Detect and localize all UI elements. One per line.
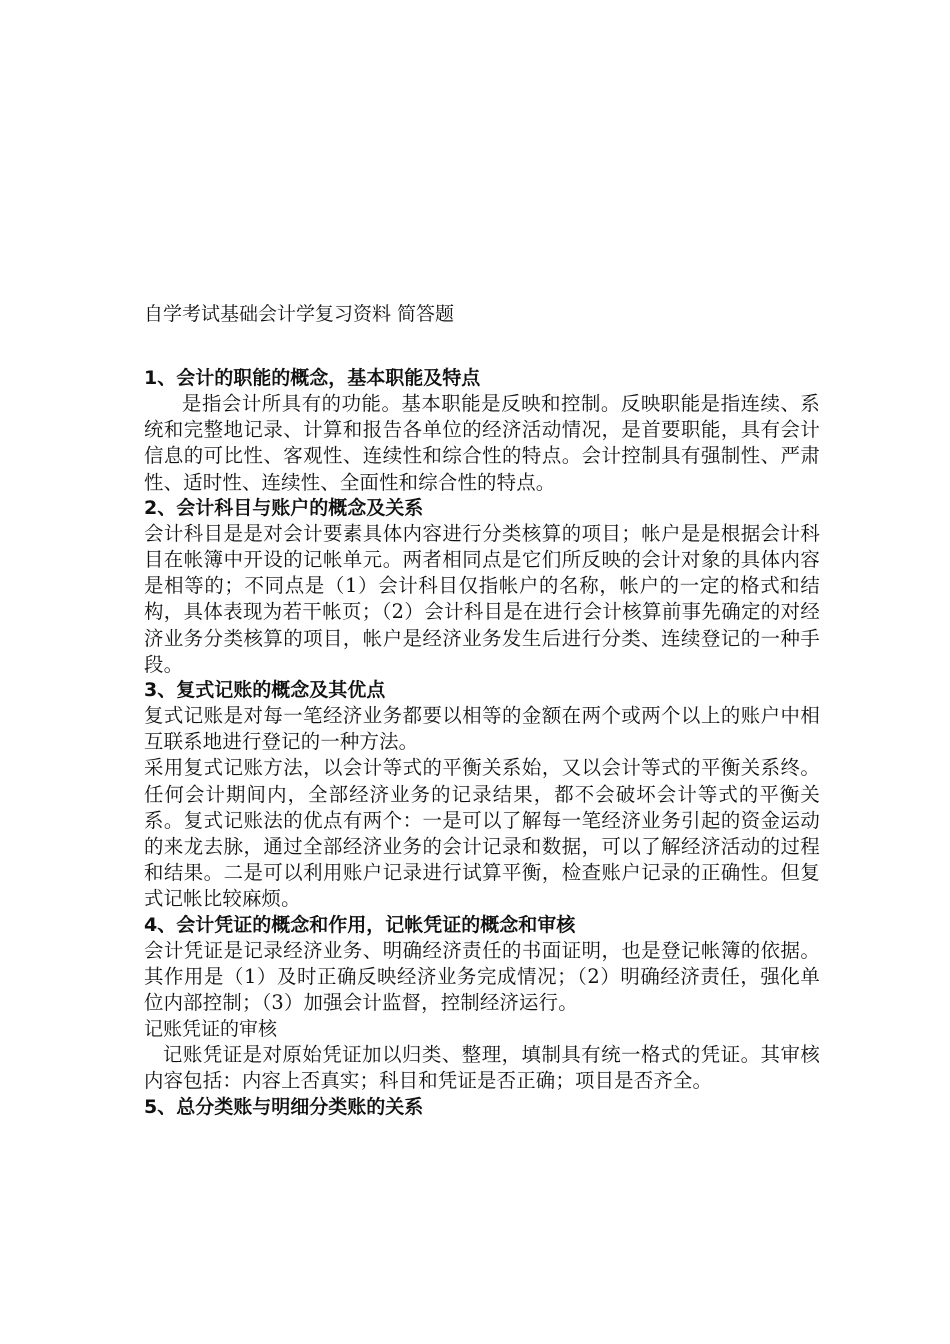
section-heading: 4、会计凭证的概念和作用，记帐凭证的概念和审核: [144, 913, 576, 936]
section-heading: 5、总分类账与明细分类账的关系: [144, 1095, 424, 1118]
section-paragraph: 是指会计所具有的功能。基本职能是反映和控制。反映职能是指连续、系统和完整地记录、计算和报告各单位的经济活动情况，是首要职能，具有会计信息的可比性、客观性、连续性和综合性的特点。会计控制具有强制性、严肃性、适时性、连续性、全面性和综合性的特点。: [144, 392, 820, 494]
section-paragraph: 采用复式记账方法，以会计等式的平衡关系始，又以会计等式的平衡关系终。任何会计期间内，全部经济业务的记录结果，都不会破坏会计等式的平衡关系。复式记账法的优点有两个：一是可以了解每一笔经济业务引起的资金运动的来龙去脉，通过全部经济业务的会计记录和数据，可以了解经济活动的过程和结果。二是可以利用账户记录进行试算平衡，检查账户记录的正确性。但复式记帐比较麻烦。: [144, 756, 820, 911]
section-heading: 2、会计科目与账户的概念及关系: [144, 496, 424, 519]
document-title: 自学考试基础会计学复习资料 简答题: [144, 303, 455, 325]
section-1: [144, 366, 820, 496]
section-paragraph: 记账凭证是对原始凭证加以归类、整理，填制具有统一格式的凭证。其审核内容包括：内容上否真实；科目和凭证是否正确；项目是否齐全。: [144, 1043, 820, 1093]
section-paragraph: 会计凭证是记录经济业务、明确经济责任的书面证明，也是登记帐簿的依据。其作用是（1）及时正确反映经济业务完成情况；（2）明确经济责任，强化单位内部控制；（3）加强会计监督，控制经济运行。: [144, 938, 820, 1015]
section-3: [144, 678, 820, 913]
document-page: [144, 300, 820, 1120]
section-4: [144, 913, 820, 1095]
section-paragraph: 会计科目是是对会计要素具体内容进行分类核算的项目；帐户是是根据会计科目在帐簿中开设的记帐单元。两者相同点是它们所反映的会计对象的具体内容是相等的；不同点是（1）会计科目仅指帐户的名称，帐户的一定的格式和结构，具体表现为若干帐页；（2）会计科目是在进行会计核算前事先确定的对经济业务分类核算的项目，帐户是经济业务发生后进行分类、连续登记的一种手段。: [144, 521, 820, 676]
section-heading: 3、复式记账的概念及其优点: [144, 679, 386, 702]
section-subheading: 记账凭证的审核: [144, 1018, 278, 1041]
section-5: [144, 1095, 820, 1120]
section-heading: 1、会计的职能的概念，基本职能及特点: [144, 367, 481, 389]
section-2: [144, 496, 820, 678]
title-spacer: [144, 328, 820, 366]
section-paragraph: 复式记账是对每一笔经济业务都要以相等的金额在两个或两个以上的账户中相互联系地进行登记的一种方法。: [144, 704, 820, 754]
